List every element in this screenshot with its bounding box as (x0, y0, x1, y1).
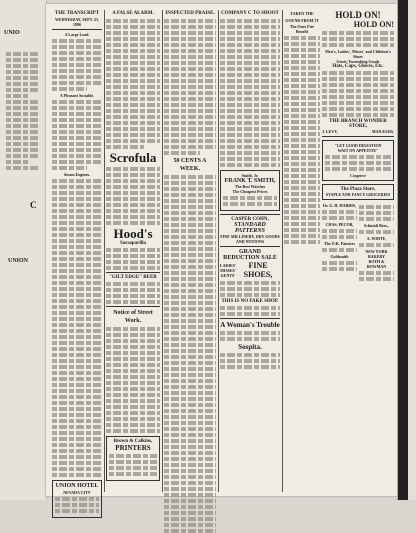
inspected-heading: INSPECTED PRAISE. (165, 11, 215, 16)
hold-on-2: HOLD ON! (353, 20, 394, 29)
union-hotel-city: NEVADA CITY (63, 490, 91, 495)
fine-shoes: FINE SHOES, (243, 261, 273, 279)
column-1 (52, 10, 102, 495)
printers-ad (106, 436, 160, 481)
company-c-heading: COMPANY C TO SHOOT (221, 11, 279, 16)
column-5 (284, 10, 320, 492)
headline-engines: Steam Engines. (63, 172, 91, 177)
gents-goods-line: Gents' Furnishing Goods (336, 59, 380, 64)
manager-label: MANAGER. (371, 129, 394, 134)
cosgrove-signature: Cosgrove (350, 173, 366, 178)
headline-load: A Large Load. (64, 32, 90, 37)
branch-wonder-store: THE BRANCH WONDER STORE, (329, 119, 387, 129)
union-hotel-title: UNION HOTEL (55, 483, 99, 489)
dr-harris: Dr. G. H. HARRIS, (322, 203, 357, 208)
misses-label: MISSES' (220, 267, 236, 273)
standard-patterns: STANDARD PATTERNS (234, 222, 266, 234)
smith-jr: Smith, Jr. (241, 173, 259, 178)
chas-pecor: CHAS. PECOR, (325, 222, 354, 227)
union-hotel-ad (52, 480, 102, 518)
smith-watches: The Best Watches (234, 184, 266, 189)
hold-on-1: HOLD ON! (335, 10, 381, 20)
date-line: WEDNESDAY, SEPT. 23, 1896 (55, 17, 99, 27)
new-york-bakery: NEW YORK BAKERY (365, 249, 388, 259)
strip-word-mid: C (30, 200, 37, 210)
fifty-cents-ad: 50 CENTS A WEEK. (173, 158, 207, 172)
sospita: Sospita. (238, 343, 262, 351)
column-3 (164, 10, 216, 492)
goldsmith: Goldsmith (330, 254, 349, 259)
plaza-store: The Plaza Store, (340, 187, 376, 192)
digestion-ad (322, 140, 394, 181)
gilt-edge-ad: "GILT EDGE" BEER (109, 275, 157, 280)
false-alarm-heading: A FALSE ALARM. (112, 11, 154, 16)
masthead: THE TRANSCRIPT (54, 11, 100, 16)
staple-groceries: STAPLE AND FANCY GROCERIES (325, 192, 391, 197)
adjacent-page-strip (0, 0, 47, 500)
millinery-line: FINE MILLINERY, DRY GOODS AND NOTIONS (220, 234, 280, 244)
printers-ad-word: PRINTERS (115, 444, 151, 452)
fire-benefit: The Ones Fire Benefit (289, 24, 315, 34)
womans-trouble: A Woman's Trouble (220, 321, 280, 329)
gents-label: GENTS' (220, 272, 236, 278)
taken-heading: TAKEN THE GOUND FROM IT (285, 11, 319, 23)
mens-shoes-line: Men's, Ladies', Misses' and Children's Shoes (325, 49, 391, 59)
levy-name: J. LEVY, (322, 129, 338, 134)
column-2 (106, 10, 160, 492)
strip-word-top: UNIO (4, 30, 20, 36)
column-4 (220, 10, 280, 492)
schmidt-bros: Schmidt Bros., (363, 223, 390, 228)
strip-text (6, 50, 40, 172)
ok-painters: The O.K. Painters (323, 241, 356, 246)
adjacent-page-edge (397, 0, 416, 500)
hats-caps-line: Hats, Caps, Gloves, Etc. (332, 64, 384, 69)
right-ads-b (359, 203, 394, 283)
binding-shadow (398, 0, 408, 500)
plaza-store-ad (322, 184, 394, 200)
hoods-subtitle: Sarsaparilla (119, 241, 147, 246)
strip-word-low: UNION (8, 258, 29, 264)
grand-reduction-sale: GRAND REDUCTION SALE (223, 249, 277, 261)
printers-ad-title: Brown & Calkins, (113, 439, 153, 444)
both-bowman: BOTH & BOWMAN (366, 259, 387, 269)
right-ads-a (322, 203, 357, 283)
scrofula-ad: Scrofula (109, 150, 157, 165)
frank-smith-ad (220, 170, 280, 211)
a-white: A. WHITE, (366, 236, 387, 241)
digestion-line-2: WAIT ON APPETITE" (337, 148, 379, 153)
smith-prices: The Cheapest Prices (232, 189, 268, 194)
headline-sociable: A Pleasant Sociable. (59, 93, 95, 98)
column-6 (322, 10, 394, 492)
frank-smith-name: FRANK T. SMITH, (224, 178, 276, 184)
digestion-line-1: "LET GOOD DIGESTION (334, 143, 382, 148)
ladies-label: LADIES' (220, 262, 237, 268)
hoods-ad: Hood's (113, 226, 153, 241)
street-work-notice: Notice of Street Work. (113, 310, 153, 324)
casper-cohn: CASPER COHN, (231, 217, 269, 222)
no-fake-line: THIS IS NO FAKE SHOP. (221, 299, 279, 304)
newspaper-page (46, 4, 398, 496)
